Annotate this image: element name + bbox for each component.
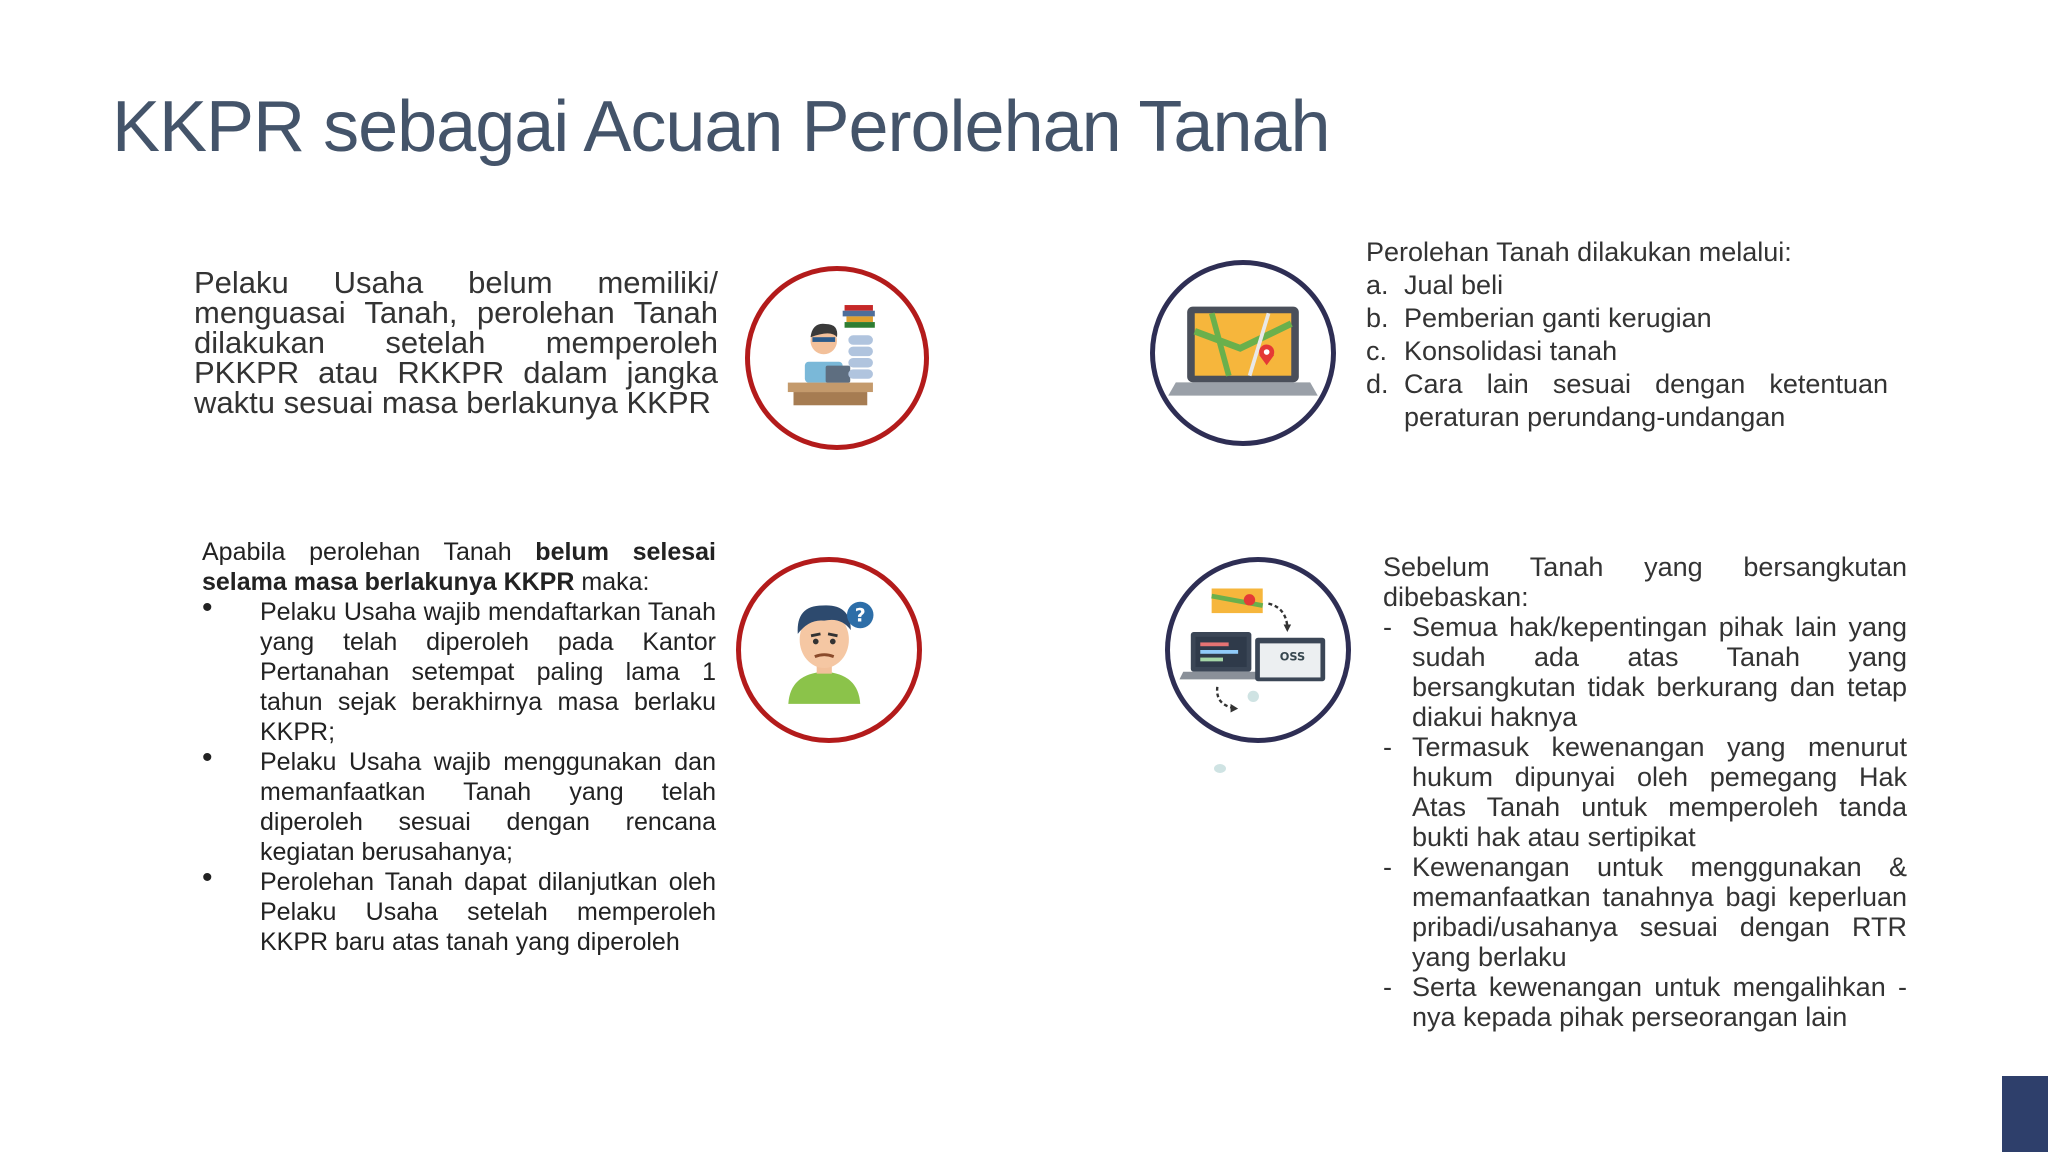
q2-text-block [1366, 236, 1888, 434]
svg-text:?: ? [854, 604, 866, 627]
list-item [1366, 302, 1888, 335]
oss-process-icon [1165, 557, 1351, 743]
list-item-text: Cara lain sesuai dengan ketentuan peraturan perundang-undangan [1404, 369, 1888, 432]
list-item [202, 591, 716, 747]
q3-intro-bold: belum selesai selama masa berlakunya KKPR [202, 538, 717, 596]
list-item-text: Serta kewenangan untuk mengalihkan -nya kepada pihak perseorangan lain [1412, 972, 1907, 1032]
decorative-dot [1214, 764, 1226, 773]
list-item [1383, 852, 1907, 972]
q3-intro [202, 537, 716, 597]
q4-intro: Sebelum Tanah yang bersangkutan dibebaskan: [1383, 552, 1907, 612]
slide-title: KKPR sebagai Acuan Perolehan Tanah [112, 87, 1330, 167]
list-item [1366, 368, 1888, 434]
list-item [1383, 612, 1907, 732]
list-marker: a. [1366, 270, 1389, 300]
list-item-text: Pelaku Usaha wajib mendaftarkan Tanah yang telah diperoleh pada Kantor Pertanahan setempat paling lama 1 tahun sejak berakhirnya masa berlaku KKPR; [260, 598, 716, 746]
list-item-text: Termasuk kewenangan yang menurut hukum dipunyai oleh pemegang Hak Atas Tanah untuk memperoleh tanda bukti hak atau sertipikat [1412, 732, 1907, 852]
list-marker: c. [1366, 336, 1388, 366]
confused-person-icon [736, 557, 922, 743]
list-item-text: Kewenangan untuk menggunakan & memanfaatkan tanahnya bagi keperluan pribadi/usahanya sesuai dengan RTR yang berlaku [1412, 852, 1907, 972]
list-item-text: Semua hak/kepentingan pihak lain yang sudah ada atas Tanah yang bersangkutan tidak berkurang dan tetap diakui haknya [1412, 612, 1907, 732]
office-worker-icon [745, 266, 929, 450]
list-item [1383, 972, 1907, 1032]
q1-text-block [194, 265, 718, 420]
corner-accent-bar [2002, 1076, 2048, 1152]
list-marker: d. [1366, 369, 1389, 399]
dash-marker: - [1383, 972, 1392, 1002]
list-item [1383, 732, 1907, 852]
q1-paragraph: Pelaku Usaha belum memiliki/ menguasai Tanah, perolehan Tanah dilakukan setelah memperoleh PKKPR atau RKKPR dalam jangka waktu sesuai masa berlakunya KKPR [194, 265, 718, 420]
list-item-text: Perolehan Tanah dapat dilanjutkan oleh Pelaku Usaha setelah memperoleh KKPR baru atas tanah yang diperoleh [260, 868, 716, 956]
list-item-text: Konsolidasi tanah [1404, 336, 1618, 366]
list-marker: b. [1366, 303, 1389, 333]
dash-marker: - [1383, 732, 1392, 762]
q3-intro-start: Apabila perolehan Tanah [202, 538, 536, 566]
list-item [1366, 269, 1888, 302]
list-item-text: Jual beli [1404, 270, 1504, 300]
bullet-marker: • [202, 741, 213, 774]
q3-text-block [202, 537, 716, 957]
bullet-marker: • [202, 591, 213, 624]
q3-intro-end: maka: [574, 568, 650, 596]
laptop-map-icon [1150, 260, 1336, 446]
q2-intro: Perolehan Tanah dilakukan melalui: [1366, 237, 1792, 267]
dash-marker: - [1383, 612, 1392, 642]
q4-text-block [1383, 552, 1907, 1032]
list-item [1366, 335, 1888, 368]
q2-list [1366, 269, 1888, 434]
list-item-text: Pelaku Usaha wajib menggunakan dan memanfaatkan Tanah yang telah diperoleh sesuai dengan rencana kegiatan berusahanya; [260, 748, 716, 866]
q3-list [202, 591, 716, 957]
dash-marker: - [1383, 852, 1392, 882]
q4-list [1383, 612, 1907, 1032]
list-item [202, 741, 716, 867]
oss-label: OSS [1279, 649, 1306, 664]
list-item-text: Pemberian ganti kerugian [1404, 303, 1712, 333]
bullet-marker: • [202, 861, 213, 894]
list-item [202, 861, 716, 957]
